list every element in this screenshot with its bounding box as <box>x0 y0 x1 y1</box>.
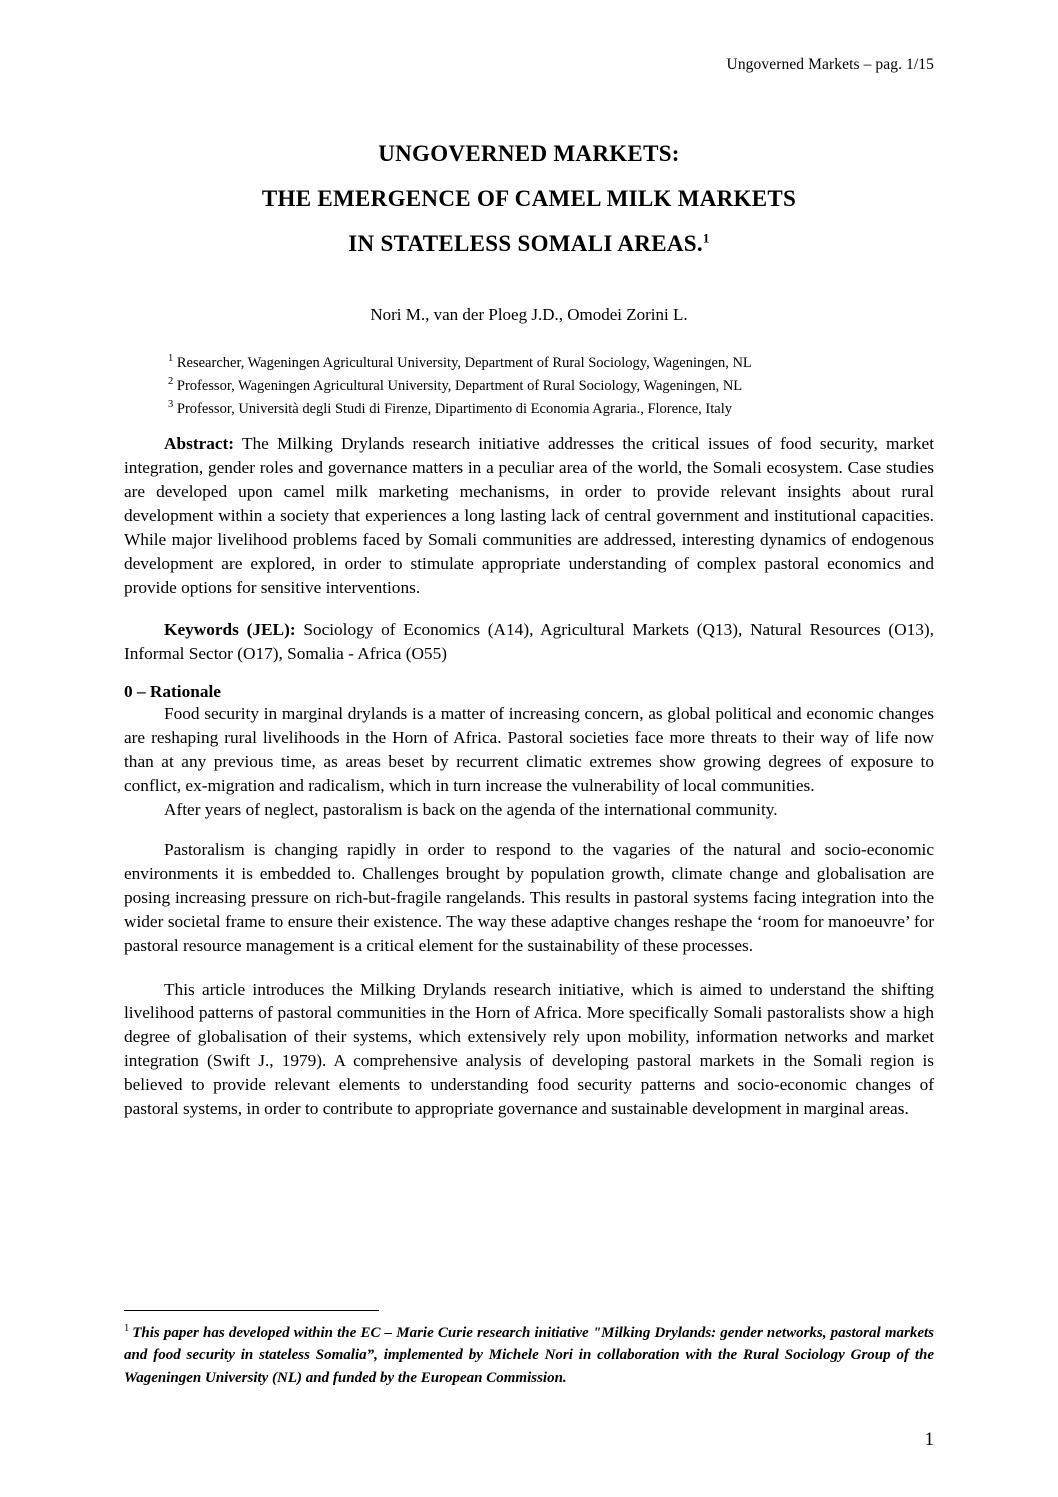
footnote-area <box>124 1310 934 1390</box>
footnote-marker: 1 <box>124 1322 130 1334</box>
abstract-paragraph <box>124 432 934 600</box>
paragraph-spacer <box>124 958 934 978</box>
affiliation-list <box>168 351 934 421</box>
rationale-paragraph-4: This article introduces the Milking Drylands research initiative, which is aimed to understand the shifting livelihood patterns of pastoral communities in the Horn of Africa. More specifically Somali pastoralists show a high degree of globalisation of their systems, which extensively rely upon mobility, information networks and market integration (Swift J., 1979). A comprehensive analysis of developing pastoral markets in the Somali region is believed to provide relevant elements to understanding food security patterns and socio-economic changes of pastoral systems, in order to contribute to appropriate governance and sustainable development in marginal areas. <box>124 979 934 1119</box>
paper-title-line-2: THE EMERGENCE OF CAMEL MILK MARKETS <box>261 185 797 211</box>
page-number: 1 <box>924 1429 934 1450</box>
abstract-label: Abstract: <box>164 434 235 454</box>
rationale-paragraph-2: After years of neglect, pastoralism is back on the agenda of the international community. <box>164 799 778 819</box>
title-block <box>124 132 934 267</box>
keywords-label: Keywords (JEL): <box>164 620 296 640</box>
affiliation-marker: 3 <box>168 399 174 411</box>
affiliation-item <box>168 374 934 397</box>
keywords-text: Sociology of Economics (A14), Agricultural Markets (Q13), Natural Resources (O13), Informal Sector (O17), Somalia - Africa (O55) <box>124 620 934 664</box>
keywords-paragraph <box>124 618 934 666</box>
footnote-text: This paper has developed within the EC – Marie Curie research initiative "Milking Drylands: gender networks, pastoral markets and food security in stateless Somalia”, implemented by Michele Nori in collaboration with the Rural Sociology Group of the Wageningen University (NL) and funded by the European Commission. <box>124 1324 934 1386</box>
author-list: Nori M., van der Ploeg J.D., Omodei Zorini L. <box>370 304 688 324</box>
section-heading-rationale: 0 – Rationale <box>124 682 221 701</box>
affiliation-item <box>168 397 934 420</box>
paper-title-line-1: UNGOVERNED MARKETS: <box>378 141 680 166</box>
affiliation-text: Researcher, Wageningen Agricultural University, Department of Rural Sociology, Wageningen, NL <box>176 354 752 371</box>
affiliation-item <box>168 351 934 374</box>
abstract-text: The Milking Drylands research initiative addresses the critical issues of food security, market integration, gender roles and governance matters in a peculiar area of the world, the Somali ecosystem. Case studies are developed upon camel milk marketing mechanisms, in order to provide relevant insights about rural development within a society that experiences a long lasting lack of central government and institutional capacities. While major livelihood problems faced by Somali communities are addressed, interesting dynamics of endogenous development are explored, in order to stimulate appropriate understanding of complex pastoral economics and provide options for sensitive interventions. <box>124 434 934 598</box>
title-footnote-marker: 1 <box>702 230 710 246</box>
footnote-separator-rule <box>124 1310 379 1311</box>
paper-title-line-3-text: IN STATELESS SOMALI AREAS. <box>348 230 703 256</box>
footnote-1 <box>124 1321 934 1390</box>
running-head: Ungoverned Markets – pag. 1/15 <box>726 56 934 73</box>
affiliation-text: Professor, Wageningen Agricultural University, Department of Rural Sociology, Wageningen, NL <box>176 377 743 394</box>
rationale-paragraph-3: Pastoralism is changing rapidly in order to respond to the vagaries of the natural and socio-economic environments it is embedded to. Challenges brought by population growth, climate change and globalisation are posing increasing pressure on rich-but-fragile rangelands. This results in pastoral systems facing integration into the wider societal frame to ensure their existence. The way these adaptive changes reshape the ‘room for manoeuvre’ for pastoral resource management is a critical element for the sustainability of these processes. <box>124 839 934 955</box>
paragraph-spacer <box>124 822 934 838</box>
rationale-paragraph-1: Food security in marginal drylands is a matter of increasing concern, as global political and economic changes are reshaping rural livelihoods in the Horn of Africa. Pastoral societies face more threats to their way of life now than at any previous time, as areas beset by recurrent climatic extremes show growing degrees of exposure to conflict, ex-migration and radicalism, which in turn increase the vulnerability of local communities. <box>124 704 934 795</box>
affiliation-marker: 1 <box>168 352 174 364</box>
affiliation-text: Professor, Università degli Studi di Firenze, Dipartimento di Economia Agraria., Florence, Italy <box>176 400 732 417</box>
paper-title-line-3 <box>124 222 934 267</box>
affiliation-marker: 2 <box>168 375 174 387</box>
